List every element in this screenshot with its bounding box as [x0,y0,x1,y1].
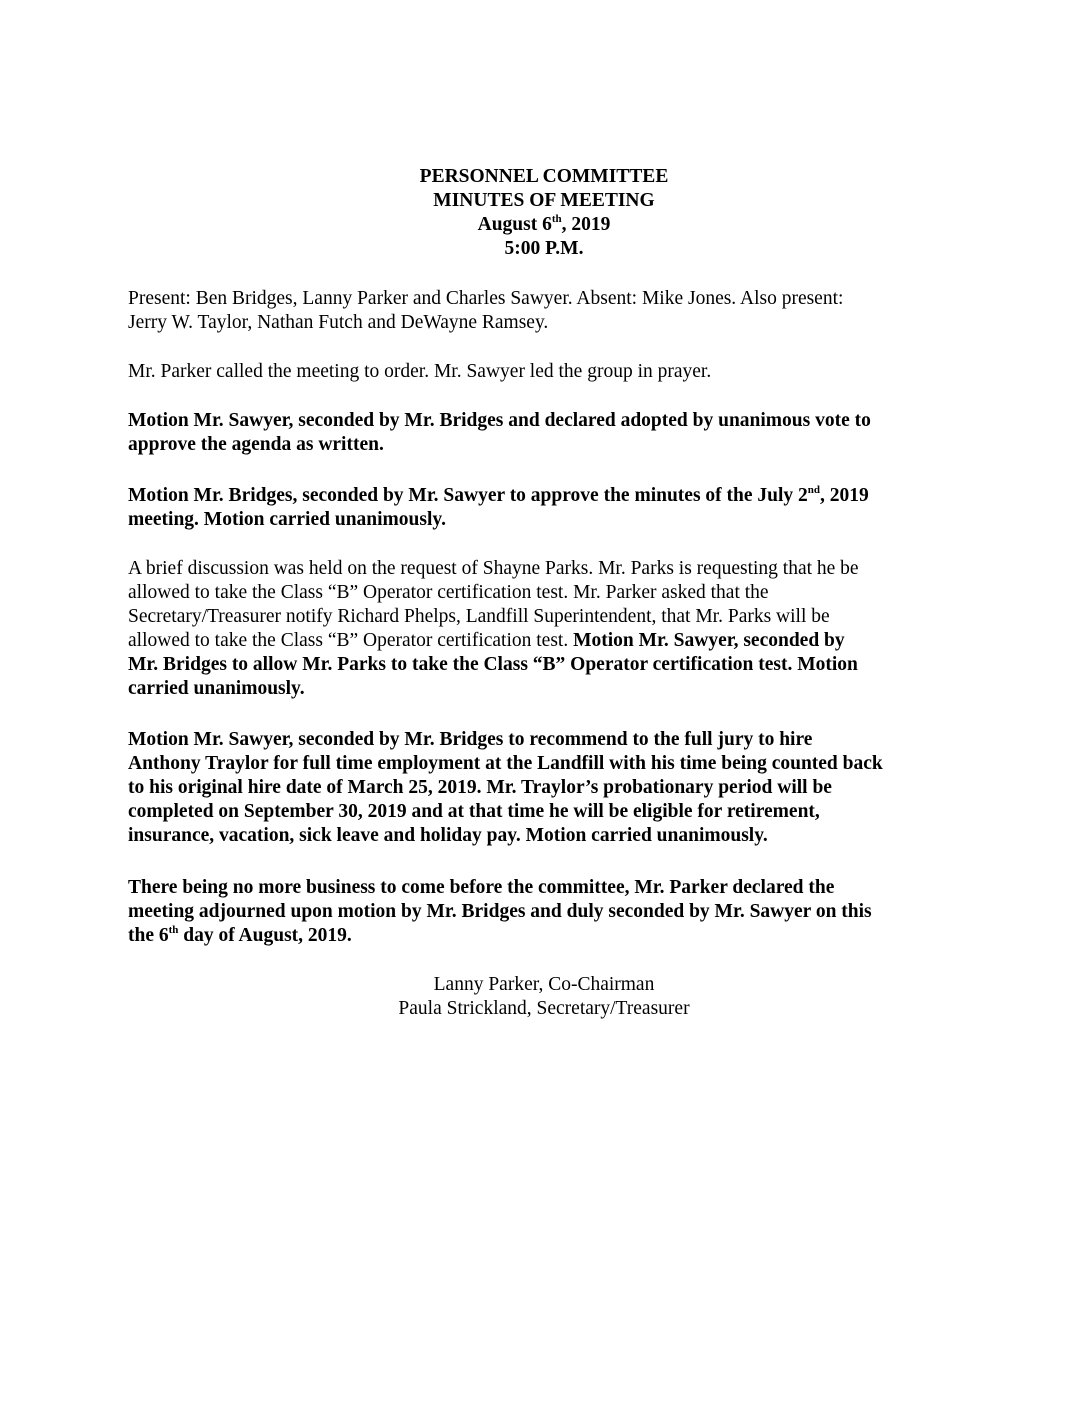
motion-agenda-paragraph: Motion Mr. Sawyer, seconded by Mr. Bridges and declared adopted by unanimous vote to approve the agenda as written. [128,410,871,455]
meeting-time: 5:00 P.M. [504,238,584,259]
opening-paragraph: Mr. Parker called the meeting to order. Mr. Sawyer led the group in prayer. [128,361,712,382]
signature-block [0,973,1088,1021]
meeting-date: August 6th, 2019 [477,212,611,235]
document-title: MINUTES OF MEETING [433,190,655,211]
adjournment-paragraph: There being no more business to come before the committee, Mr. Parker declared the meeting adjourned upon motion by Mr. Bridges and duly seconded by Mr. Sawyer on this the 6th day of August, 2019. [128,877,872,946]
discussion-paragraph: A brief discussion was held on the request of Shayne Parks. Mr. Parks is requesting that he be allowed to take the Class “B” Operator certification test. Mr. Parker asked that the Secretary/Treasurer notify Richard Phelps, Landfill Superintendent, that Mr. Parks will be allowed to take the Class “B” Operator certification test. Motion Mr. Sawyer, seconded by Mr. Bridges to allow Mr. Parks to take the Class “B” Operator certification test. Motion carried unanimously. [128,558,859,699]
signature-chairman: Lanny Parker, Co-Chairman [433,974,655,995]
signature-secretary: Paula Strickland, Secretary/Treasurer [398,998,690,1019]
attendance-paragraph: Present: Ben Bridges, Lanny Parker and Charles Sawyer. Absent: Mike Jones. Also present: Jerry W. Taylor, Nathan Futch and DeWayne Ramsey. [128,288,844,333]
committee-name: PERSONNEL COMMITTEE [419,166,669,187]
motion-minutes-paragraph: Motion Mr. Bridges, seconded by Mr. Sawyer to approve the minutes of the July 2nd, 2019 meeting. Motion carried unanimously. [128,483,869,530]
motion-hire-paragraph: Motion Mr. Sawyer, seconded by Mr. Bridges to recommend to the full jury to hire Anthony Traylor for full time employment at the Landfill with his time being counted back to his original hire date of March 25, 2019. Mr. Traylor’s probationary period will be completed on September 30, 2019 and at that time he will be eligible for retirement, insurance, vacation, sick leave and holiday pay. Motion carried unanimously. [128,729,883,846]
document-header [0,165,1088,261]
